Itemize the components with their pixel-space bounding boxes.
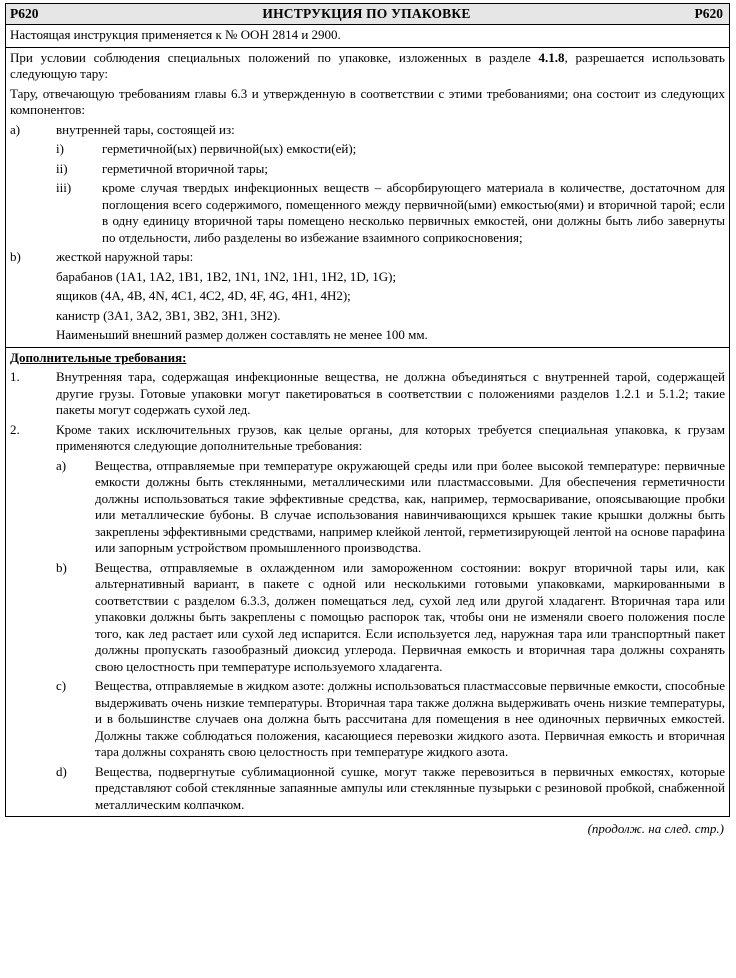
list-item	[56, 764, 725, 814]
item-b-text: жесткой наружной тары:	[56, 249, 194, 264]
additional-section	[6, 348, 729, 817]
page	[5, 3, 730, 838]
packaging-section	[6, 48, 729, 348]
list-item: ящиков (4A, 4B, 4N, 4C1, 4C2, 4D, 4F, 4G, 4H1, 4H2);	[56, 288, 351, 303]
subitem-text: Вещества, отправляемые в жидком азоте: должны использоваться пластмассовые первичные емкости, способные выдерживать очень низкие температуры. Вторичная тара также должна выдерживать очень низкие температуры, и в большинстве случаев она должна быть рассчитана для помещения в нее одиночных первичных емкостей. Должны также соблюдаться положения, касающиеся перевозки жидкого азота. Первичная емкость и вторичная тара должны сохранять свою целостность при температуре жидкого азота.	[95, 678, 725, 759]
subitem-text: Вещества, отправляемые при температуре окружающей среды или при более высокой температуре: первичные емкости должны быть стеклянными, металлическими или пластмассовыми. Для обеспечения герметичности должны использоваться такие эффективные средства, как, например, термосваривание, опоясывающие пробки или металлические бубоны. В случае использования навинчивающихся крышек такие крышки должны быть закреплены эффективными средствами, например клейкой лентой, герметизирующей лентой на основе парафина или запорным устройством промышленного производства.	[95, 457, 725, 555]
intro-text	[10, 50, 725, 83]
code-right: P620	[694, 5, 723, 21]
list-item: Наименьший внешний размер должен составлять не менее 100 мм.	[56, 327, 428, 342]
list-item: канистр (3A1, 3A2, 3B1, 3B2, 3H1, 3H2).	[56, 307, 281, 323]
req-text: Кроме таких исключительных грузов, как целые органы, для которых требуется специальная упаковка, к грузам применяются следующие дополнительные требования:	[56, 421, 725, 453]
req-2-subitems	[56, 458, 725, 814]
subitem-text: Вещества, подвергнутые сублимационной сушке, могут также перевозиться в первичных емкостях, которые представляют собой стеклянные запаянные ампулы или стеклянные пузырьки с резиновой пробкой, снабженной металлическим колпачком.	[95, 763, 725, 812]
subitem-label: iii)	[56, 180, 72, 195]
continued-note: (продолж. на след. стр.)	[587, 821, 724, 836]
req-text: Внутренняя тара, содержащая инфекционные вещества, не должна объединяться с внутренней тарой, содержащей другие грузы. Готовые упаковки могут пакетироваться в соответствии с положениями разделов 1.2.1 и 5.1.2; такие пакеты могут содержать сухой лед.	[56, 369, 725, 417]
list-item: барабанов (1A1, 1A2, 1B1, 1B2, 1N1, 1N2, 1H1, 1H2, 1D, 1G);	[56, 268, 397, 284]
list-item	[56, 180, 725, 246]
list-item	[56, 458, 725, 557]
list-item	[56, 678, 725, 761]
item-b	[10, 249, 725, 266]
item-a	[10, 122, 725, 139]
list-item	[56, 161, 725, 178]
code-left: P620	[10, 5, 39, 21]
section-ref: 4.1.8	[538, 49, 565, 65]
subitem-text: Вещества, отправляемые в охлажденном или замороженном состоянии: вокруг вторичной тары или, как альтернативный вариант, в пакете с одной или несколькими готовыми упаковками, маркированными в соответствии с разделом 6.3.3, должен помещаться лед, сухой лед или другой хладагент. Вторичная тара или упаковки должны быть закреплены с помощью распорок так, чтобы они не изменяли своего положения после того, как лед растает или сухой лед испарится. Если используется лед, наружная тара или транспортный пакет должны пропускать газообразный диоксид углерода. Первичная емкость и вторичная тара должны сохранять свою целостность при температуре используемого хладагента.	[95, 559, 725, 674]
list-item	[56, 560, 725, 676]
additional-heading: Дополнительные требования:	[10, 349, 187, 365]
subitem-text: кроме случая твердых инфекционных веществ – абсорбирующего материала в количестве, достаточном для поглощения всего содержимого, помещенного между первичной(ыми) емкостью(ями) и вторичной тарой; если в одну единицу вторичной тары помещено несколько первичных емкостей, они должны быть либо завернуты по отдельности, либо разделены во избежание взаимного соприкосновения;	[102, 180, 725, 245]
item-a-text: внутренней тары, состоящей из:	[56, 121, 235, 137]
subitem-label: a)	[56, 457, 67, 473]
page-title: ИНСТРУКЦИЯ ПО УПАКОВКЕ	[262, 5, 471, 21]
subitem-label: i)	[56, 141, 64, 156]
subitem-text: герметичной(ых) первичной(ых) емкости(ей);	[102, 141, 357, 156]
subitem-label: ii)	[56, 160, 68, 176]
item-a-subitems	[56, 141, 725, 246]
item-b-lines	[56, 269, 725, 344]
subitem-label: d)	[56, 763, 67, 779]
requirement-1	[10, 369, 725, 419]
table-header	[6, 4, 729, 25]
req-label: 1.	[10, 369, 20, 384]
intro-before: При условии соблюдения специальных положений по упаковке, изложенных в разделе	[10, 49, 539, 65]
subitem-text: герметичной вторичной тары;	[102, 160, 269, 176]
intro-p2: Тару, отвечающую требованиям главы 6.3 и утвержденную в соответствии с этими требованиями; она состоит из следующих компонентов:	[10, 85, 725, 117]
instruction-table	[5, 3, 730, 817]
item-b-label: b)	[10, 249, 21, 264]
applicability-text: Настоящая инструкция применяется к № ООН 2814 и 2900.	[10, 27, 341, 42]
subitem-label: b)	[56, 559, 67, 575]
intro-after: , разрешается использовать следующую тару:	[10, 49, 725, 81]
item-a-label: a)	[10, 121, 21, 137]
req-label: 2.	[10, 421, 20, 437]
list-item	[56, 141, 725, 158]
requirement-2	[10, 422, 725, 455]
subitem-label: c)	[56, 678, 67, 693]
applicability-section	[6, 25, 729, 48]
